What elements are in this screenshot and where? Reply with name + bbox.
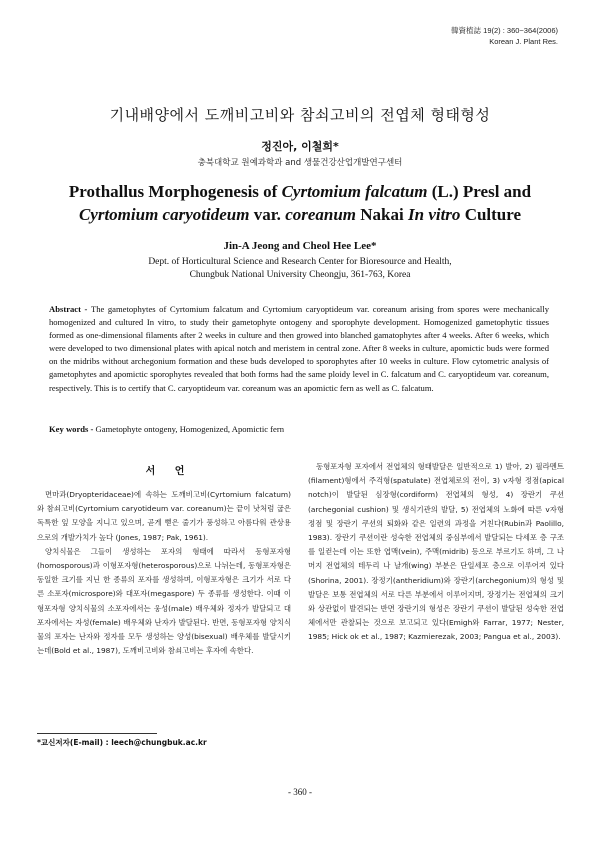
title-part: var. <box>249 205 286 224</box>
keywords-text: Gametophyte ontogeny, Homogenized, Apomictic fern <box>95 424 285 434</box>
page-number: - 360 - <box>288 787 312 797</box>
title-part: (L.) Presl and <box>427 182 532 201</box>
korean-authors: 정진아, 이철희* <box>261 140 339 153</box>
title-variety: coreanum <box>285 205 357 224</box>
korean-title: 기내배양에서 도깨비고비와 참쇠고비의 전엽체 형태형성 <box>109 106 491 124</box>
keywords-label: Key words - <box>49 424 96 434</box>
paragraph: 동형포자형 포자에서 전엽체의 형태발달은 일반적으로 1) 발아, 2) 필라멘트(filament)형에서 주걱형(spatulate) 전엽체로의 전이, 3) v자형 정점(apical notch)이 발달된 심장형(cordiform) 전엽체의 형성, 4) 장란기 쿠션(archegonial cushion) 및 생식기관의 발달, 5) 전엽체의 노화에 따른 v자형 정점 및 장란기 쿠션의 퇴화와 같은 일련의 과정을 거친다(Rubin과 Paolillo, 1983). 장란기 쿠션이란 성숙한 전엽체의 중심부에서 발달되는 다세포 층 구조를 일컫는데 이는 또한 엽맥(vein), 주맥(midrib) 등으로 부르기도 하며, 그 나머지 전엽체의 테두리 나 날개(wing) 부분은 단일세포 층으로 이루어져 있다(Shorina, 2001). 장정기(antheridium)와 장란기(archegonium)의 형성 및 발달은 보통 전엽체의 서로 다른 부분에서 이루어지며, 장정기는 전엽체의 크기와 상관없이 발견되는 반면 장란기의 형성은 장란기 쿠션이 발달된 성숙한 전엽체에서만 관찰되는 것으로 보고되고 있다(Emigh와 Farrar, 1977; Nester, 1985; Hick ok et al., 1987; Kazmierezak, 2003; Pangua et al., 2003). <box>308 462 564 642</box>
english-authors: Jin-A Jeong and Cheol Hee Lee* <box>223 240 377 252</box>
title-part: Nakai <box>356 205 408 224</box>
abstract-label: Abstract - <box>49 304 91 314</box>
title-part: Culture <box>460 205 522 224</box>
right-column <box>308 460 564 645</box>
affiliation-line-2: Chungbuk National University Cheongju, 361-763, Korea <box>189 270 411 280</box>
title-species-1: Cyrtomium falcatum <box>281 182 428 201</box>
abstract <box>49 303 549 395</box>
journal-citation: 韓資植誌 19(2) : 360~364(2006) <box>451 26 558 35</box>
footnote-divider <box>37 733 157 734</box>
title-invitro: In vitro <box>408 205 461 224</box>
keywords <box>49 424 549 434</box>
journal-name: Korean J. Plant Res. <box>489 37 558 46</box>
left-column <box>37 488 291 658</box>
affiliation-line-1: Dept. of Horticultural Science and Research Center for Bioresource and Health, <box>148 257 452 267</box>
english-affiliation <box>0 256 600 282</box>
footnote: *교신저자(E-mail) : leech@chungbuk.ac.kr <box>37 738 207 747</box>
title-part: Prothallus Morphogenesis of <box>68 182 282 201</box>
paragraph: 면마과(Dryopteridaceae)에 속하는 도깨비고비(Cyrtomium falcatum)와 참쇠고비(Cyrtomium caryotideum var. coreanum)는 끝이 낫처럼 굽은 독특한 잎 모양을 지니고 있으며, 곧게 뻗은 줄기가 풍성하고 아름다워 관상용으로의 개발가치가 높다 (Jones, 1987; Pak, 1961). <box>37 490 291 542</box>
paragraph: 양치식물은 그들이 생성하는 포자의 형태에 따라서 동형포자형(homosporous)과 이형포자형(heterosporous)으로 나뉘는데, 동형포자형은 동일한 크기를 지닌 한 종류의 포자를 생성하며, 이형포자형은 크기가 서로 다른 소포자(microspore)와 대포자(megaspore) 두 종류를 생성한다. 이때 이형포자형 양치식물의 소포자에서는 웅성(male) 배우체와 정자가 발달되고 대포자에서는 자성(female) 배우체와 난자가 발달된다. 반면, 동형포자형 양치식물의 포자는 난자와 정자를 모두 생성하는 양성(bisexual) 배우체를 발달시키는데(Bold et al., 1987), 도깨비고비와 참쇠고비는 후자에 속한다. <box>37 546 291 656</box>
journal-header <box>451 25 558 47</box>
korean-affiliation: 충북대학교 원예과학과 and 생물건강산업개발연구센터 <box>197 158 403 168</box>
abstract-text: The gametophytes of Cyrtomium falcatum and Cyrtomium caryoptideum var. coreanum arising from spores were mechanically homogenized and cultured In vitro, to study their gametophyte ontogeny and sporophyte development. Homogenized gametophytic tissues formed as one-dimensional filaments after 2 weeks in culture and then growed into blanched gamatophytes after 4 weeks. After 6 weeks, which were developed to two dimensional plates with apical notch and meristem in central zone. After 8 weeks in culture, apomictic buds were formed on the midribs without archegonium formation and these buds developed to sporophytes after 10 weeks in culture. Flow cytometric analysis of gametophytes and apomictic sporophytes revealed that both forms had the same ploidy level in C. falcatum and C. caryoptideum var. coreanum, respectively. This is to certify that C. caryoptideum var. coreanum was an apomictic fern as well as C. falcatum. <box>49 304 550 393</box>
section-title: 서 언 <box>145 466 193 477</box>
title-species-2: Cyrtomium caryotideum <box>78 205 250 224</box>
english-title <box>40 180 560 226</box>
